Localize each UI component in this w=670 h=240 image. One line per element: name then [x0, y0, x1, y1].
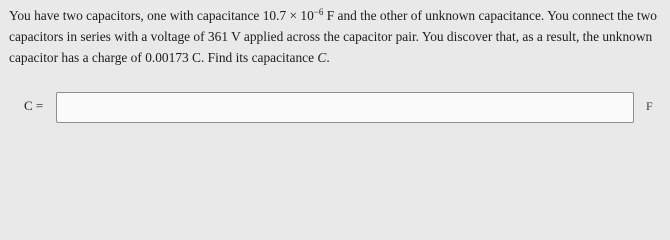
problem-line-3	[9, 47, 661, 68]
answer-label: C =	[24, 98, 44, 113]
problem-line-2: capacitors in series with a voltage of 361 V applied across the capacitor pair. You discover that, as a result, the unknown	[9, 29, 653, 44]
problem-text: F and the other of unknown capacitance. You connect the two	[323, 8, 657, 23]
problem-text: You have two capacitors, one with capacitance 10.7 × 10	[9, 8, 314, 23]
capacitance-answer-input[interactable]	[56, 92, 634, 123]
problem-statement	[9, 5, 661, 68]
problem-text: .	[326, 50, 330, 65]
unit-label: F	[646, 99, 653, 113]
exponent: −6	[313, 7, 324, 17]
capacitance-variable: C	[317, 50, 327, 65]
problem-line-1	[9, 5, 661, 26]
problem-text: capacitor has a charge of 0.00173 C. Find its capacitance	[9, 50, 318, 65]
